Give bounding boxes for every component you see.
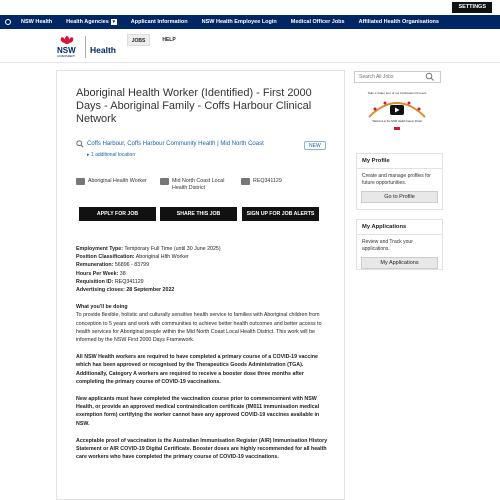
vaccine-paragraph-1: All NSW Health workers are required to have completed a primary course of a COVID-19 vaccine which has been approved or recognised by the Therapeutics Goods Administration (TGA). Additionally, Category A workers are required to receive a booster dose three months after completing the primary course of COVID-19 vaccinations.	[76, 354, 318, 385]
position-label: Position Classification:	[76, 254, 135, 261]
my-applications-card	[356, 219, 443, 270]
nav-item-health-agencies[interactable]	[66, 19, 117, 25]
video-caption: Take a Video tour of our Application Process	[367, 91, 427, 95]
hours-value: 38	[118, 270, 126, 277]
share-button[interactable]: SHARE THIS JOB	[160, 207, 237, 221]
job-location	[76, 140, 264, 148]
remuneration-value: 56896 - 83799	[113, 262, 150, 269]
tab-jobs[interactable]: JOBS	[127, 34, 150, 46]
search-location-icon	[76, 140, 84, 148]
nsw-waratah-logo[interactable]	[55, 34, 79, 58]
job-category	[76, 178, 147, 185]
document-icon	[241, 178, 250, 185]
site-header	[0, 29, 500, 63]
remuneration-label: Remuneration:	[76, 262, 114, 269]
vaccine-paragraph-2: New applicants must have completed the vaccination course prior to commencement with NSW Health, or provide an approved medical contraindication certificate (IM011 immunisation medical exemption form) certifying the worker cannot have any approved COVID-19 vaccines available in NSW.	[76, 396, 320, 427]
nav-item-nsw-health[interactable]: NSW Health	[21, 19, 53, 25]
job-category-label: Aboriginal Health Worker	[88, 178, 147, 184]
top-bar	[0, 0, 500, 15]
logo-subtext: GOVERNMENT	[57, 55, 75, 58]
logo-text: NSW	[57, 46, 76, 55]
additional-location-label: 1 additional location	[90, 152, 136, 158]
logo-divider	[85, 36, 86, 58]
go-to-profile-button[interactable]: Go to Profile	[361, 191, 438, 203]
globe-icon[interactable]	[5, 19, 11, 25]
video-tour[interactable]	[361, 91, 433, 141]
job-district-label: Mid North Coast Local Health District	[172, 178, 225, 191]
requisition-label: Requisition ID:	[76, 278, 114, 285]
chevron-down-icon: ▾	[112, 19, 116, 25]
nav-item-medical-officer-jobs[interactable]: Medical Officer Jobs	[290, 19, 345, 25]
my-applications-desc: Review and Track your applications.	[362, 239, 413, 252]
employment-type-value: Temporary Full Time (until 30 June 2025)	[123, 246, 221, 252]
nav-item-affiliated-orgs[interactable]: Affiliated Health Organisations	[358, 19, 439, 25]
job-description	[76, 245, 331, 461]
hours-label: Hours Per Week:	[76, 270, 119, 277]
closing-date: Advertising closes: 28 September 2022	[76, 287, 175, 294]
global-nav	[0, 15, 500, 29]
apply-button[interactable]: APPLY FOR JOB	[79, 207, 156, 221]
additional-location-link[interactable]: ▸ 1 additional location	[87, 152, 136, 158]
job-req-label: REQ341129	[253, 178, 282, 184]
brand-name: Health	[90, 45, 116, 55]
nav-item-employee-login[interactable]: NSW Health Employee Login	[201, 19, 277, 25]
nav-item-label: Health Agencies	[66, 19, 109, 25]
doing-text: To provide flexible, holistic and culturally sensitive health service to families with Aboriginal children from conception to 5 years and work with communities to achieve better health outcomes and better access to health services for Aboriginal people within the Mid North Coast Local Health District. This work will be informed by the NSW First 2000 Days Framework.	[76, 312, 322, 344]
briefcase-icon	[76, 178, 85, 185]
building-icon	[160, 178, 169, 185]
vaccine-paragraph-3: Acceptable proof of vaccination is the Australian Immunisation Register (AIR) Immunisation History Statement or AIR COVID-19 Digital Certificate. Booster doses are highly recommended for all health care workers who have completed the primary course of COVID-19 vaccinations.	[76, 437, 328, 461]
video-title: Welcome to the NSW Health Career Portal	[372, 120, 422, 123]
my-profile-card	[356, 153, 443, 210]
job-alerts-button[interactable]: SIGN UP FOR JOB ALERTS	[242, 207, 319, 221]
employment-type-label: Employment Type:	[76, 246, 123, 252]
new-badge: NEW	[304, 141, 326, 150]
job-req-id	[241, 178, 282, 185]
position-value: Aboriginal Hlth Worker	[134, 254, 189, 261]
video-thumbnail[interactable]	[361, 95, 433, 135]
job-title: Aboriginal Health Worker (Identified) - First 2000 Days - Aboriginal Family - Coffs Harbour Clinical Network	[76, 87, 312, 125]
my-applications-heading: My Applications	[357, 220, 442, 235]
my-profile-desc: Create and manage profiles for future opportunities.	[362, 173, 431, 186]
tab-help[interactable]: HELP	[162, 37, 176, 43]
doing-heading: What you'll be doing	[76, 304, 128, 311]
location-link[interactable]: Coffs Harbour, Coffs Harbour Community Health | Mid North Coast	[87, 141, 264, 147]
requisition-value: REQ341129	[113, 278, 144, 285]
nav-item-applicant-information[interactable]: Applicant Information	[130, 19, 188, 25]
my-applications-button[interactable]: My Applications	[361, 257, 438, 269]
search-icon[interactable]	[425, 72, 435, 82]
job-district	[160, 178, 240, 192]
settings-button[interactable]: SETTINGS	[452, 2, 492, 13]
my-profile-heading: My Profile	[357, 154, 442, 169]
